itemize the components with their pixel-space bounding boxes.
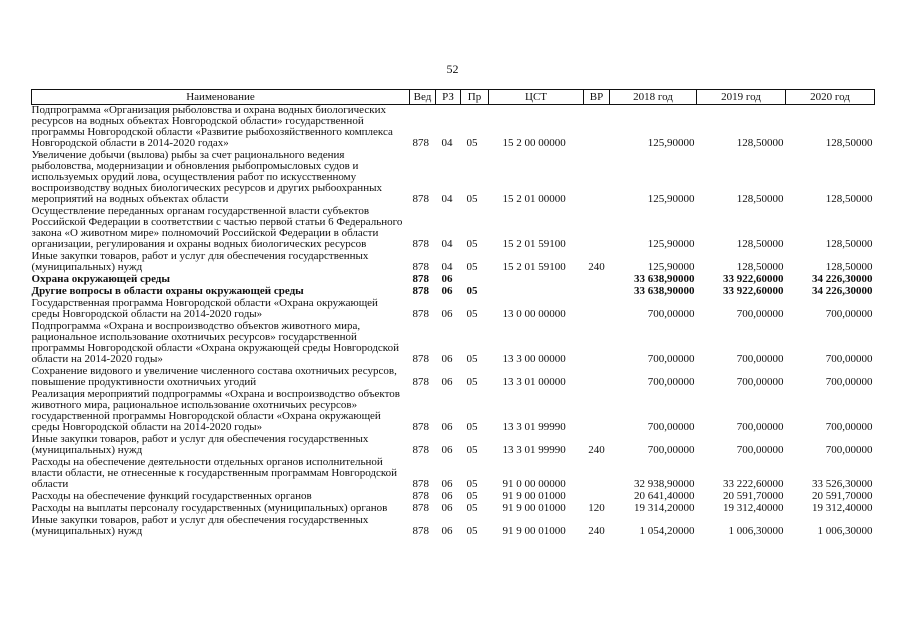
header-2018: 2018 год	[610, 90, 697, 105]
cell-ved: 878	[412, 376, 429, 388]
budget-table	[31, 89, 875, 538]
cell-name: Увеличение добычи (вылова) рыбы за счет рационального ведения рыболовства, модернизации и обновления рыбопромысловых судов и используемых орудий лова, осуществления работ по искусственному воспроизводству водных биологических ресурсов и других рыбоохранных мероприятий на водных объектах области	[31, 149, 382, 205]
cell-pr: 05	[466, 444, 478, 456]
cell-name: Иные закупки товаров, работ и услуг для обеспечения государственных (муниципальных) нужд	[31, 250, 369, 273]
cell-2019: 20 591,70000	[723, 490, 784, 502]
cell-cst: 13 3 01 00000	[502, 376, 566, 388]
cell-pr: 05	[466, 238, 478, 250]
cell-rz: 06	[441, 525, 453, 537]
table-row	[32, 150, 875, 206]
cell-ved: 878	[412, 478, 429, 490]
cell-2018: 700,00000	[647, 444, 695, 456]
table-row	[32, 434, 875, 457]
cell-2018: 32 938,90000	[634, 478, 695, 490]
cell-2019: 128,50000	[736, 193, 784, 205]
header-ved: Вед	[410, 90, 436, 105]
cell-ved: 878	[412, 444, 429, 456]
cell-name: Расходы на обеспечение деятельности отдельных органов исполнительной власти области, не отнесенные к государственным программам Новгородской области	[31, 456, 398, 490]
cell-2020: 700,00000	[825, 308, 873, 320]
cell-rz: 06	[441, 308, 453, 320]
cell-2019: 128,50000	[736, 238, 784, 250]
cell-pr: 05	[466, 421, 478, 433]
cell-cst: 15 2 00 00000	[502, 137, 566, 149]
cell-rz: 04	[441, 137, 453, 149]
cell-2018: 33 638,90000	[634, 285, 695, 297]
cell-rz: 04	[441, 193, 453, 205]
cell-2018: 700,00000	[647, 308, 695, 320]
cell-ved: 878	[412, 285, 429, 297]
cell-pr: 05	[466, 376, 478, 388]
header-rz: РЗ	[436, 90, 461, 105]
cell-2020: 128,50000	[825, 238, 873, 250]
cell-vr	[584, 321, 610, 366]
cell-2020: 34 226,30000	[812, 285, 873, 297]
cell-pr: 05	[466, 478, 478, 490]
header-pr: Пр	[461, 90, 489, 105]
cell-rz: 04	[441, 261, 453, 273]
header-2020: 2020 год	[786, 90, 875, 105]
cell-name: Другие вопросы в области охраны окружающей среды	[31, 285, 304, 297]
cell-cst: 15 2 01 59100	[502, 261, 566, 273]
cell-2019: 33 222,60000	[723, 478, 784, 490]
cell-rz: 06	[441, 285, 453, 297]
cell-2020: 128,50000	[825, 261, 873, 273]
cell-vr	[584, 457, 610, 491]
cell-ved: 878	[412, 490, 429, 502]
cell-2018: 1 054,20000	[639, 525, 695, 537]
cell-2018: 20 641,40000	[634, 490, 695, 502]
cell-pr: 05	[466, 285, 478, 297]
cell-vr: 240	[588, 525, 605, 537]
cell-2020: 700,00000	[825, 444, 873, 456]
cell-vr	[584, 150, 610, 206]
table-row	[32, 251, 875, 274]
cell-ved: 878	[412, 137, 429, 149]
cell-vr: 240	[588, 261, 605, 273]
cell-name: Охрана окружающей среды	[31, 273, 170, 285]
cell-vr: 120	[588, 502, 605, 514]
cell-2020: 700,00000	[825, 376, 873, 388]
cell-rz: 06	[441, 502, 453, 514]
cell-2018: 700,00000	[647, 421, 695, 433]
header-row	[32, 90, 875, 105]
cell-2018: 700,00000	[647, 376, 695, 388]
cell-2018: 19 314,20000	[634, 502, 695, 514]
cell-2020: 1 006,30000	[817, 525, 873, 537]
cell-pr: 05	[466, 137, 478, 149]
cell-2019: 128,50000	[736, 137, 784, 149]
cell-cst: 91 9 00 01000	[502, 525, 566, 537]
cell-rz: 06	[441, 478, 453, 490]
cell-name: Иные закупки товаров, работ и услуг для обеспечения государственных (муниципальных) нужд	[31, 433, 369, 456]
cell-ved: 878	[412, 308, 429, 320]
cell-vr	[584, 274, 610, 286]
cell-vr	[584, 286, 610, 298]
table-row	[32, 298, 875, 321]
header-2019: 2019 год	[697, 90, 786, 105]
cell-ved: 878	[412, 273, 429, 285]
cell-2019: 128,50000	[736, 261, 784, 273]
cell-2018: 125,90000	[647, 193, 695, 205]
header-name: Наименование	[32, 90, 410, 105]
cell-rz: 06	[441, 273, 453, 285]
cell-pr: 05	[466, 353, 478, 365]
cell-name: Сохранение видового и увеличение численного состава охотничьих ресурсов, повышение продуктивности охотничьих угодий	[31, 365, 397, 388]
table-row	[32, 321, 875, 366]
table-row	[32, 206, 875, 251]
cell-vr	[584, 366, 610, 389]
cell-name: Реализация мероприятий подпрограммы «Охрана и воспроизводство объектов животного мира, рациональное использование охотничьих ресурсов» государственной программы Новгородской области «Охрана окружающей среды Новгородской области на 2014-2020 годы»	[31, 388, 400, 433]
cell-cst: 91 0 00 00000	[502, 478, 566, 490]
cell-cst: 13 0 00 00000	[502, 308, 566, 320]
cell-pr: 05	[466, 525, 478, 537]
cell-2019: 1 006,30000	[728, 525, 784, 537]
cell-ved: 878	[412, 421, 429, 433]
cell-cst: 91 9 00 01000	[502, 490, 566, 502]
cell-2019: 700,00000	[736, 308, 784, 320]
page-number: 52	[446, 62, 459, 76]
header-cst: ЦСТ	[489, 90, 584, 105]
cell-ved: 878	[412, 525, 429, 537]
cell-vr	[584, 206, 610, 251]
cell-cst	[489, 286, 584, 298]
cell-2019: 700,00000	[736, 444, 784, 456]
cell-2020: 128,50000	[825, 193, 873, 205]
cell-2019: 700,00000	[736, 421, 784, 433]
cell-pr: 05	[466, 490, 478, 502]
cell-cst: 91 9 00 01000	[502, 502, 566, 514]
cell-2020: 700,00000	[825, 353, 873, 365]
cell-ved: 878	[412, 353, 429, 365]
cell-2020: 34 226,30000	[812, 273, 873, 285]
cell-ved: 878	[412, 238, 429, 250]
cell-2018: 33 638,90000	[634, 273, 695, 285]
cell-2020: 20 591,70000	[812, 490, 873, 502]
cell-2019: 700,00000	[736, 376, 784, 388]
cell-ved: 878	[412, 261, 429, 273]
table-row	[32, 515, 875, 538]
cell-cst: 13 3 01 99990	[502, 444, 566, 456]
cell-name: Осуществление переданных органам государственной власти субъектов Российской Федерации в соответствии с частью первой статьи 6 Федерального закона «О животном мире» полномочий Российской Федерации в области организации, регулирования и охраны водных биологических ресурсов	[31, 205, 403, 250]
cell-name: Подпрограмма «Охрана и воспроизводство объектов животного мира, рациональное использование охотничьих ресурсов» государственной программы Новгородской области «Охрана окружающей среды Новгородской области на 2014-2020 годы»	[31, 320, 399, 365]
cell-2018: 700,00000	[647, 353, 695, 365]
table-row	[32, 389, 875, 434]
cell-name: Подпрограмма «Организация рыболовства и охрана водных биологических ресурсов на водных объектах Новгородской области» государственной программы Новгородской области «Развитие рыбохозяйственного комплекса Новгородской области в 2014-2020 годах»	[31, 104, 393, 149]
cell-cst: 13 3 00 00000	[502, 353, 566, 365]
cell-vr	[584, 105, 610, 151]
cell-2018: 125,90000	[647, 137, 695, 149]
cell-2019: 700,00000	[736, 353, 784, 365]
cell-rz: 06	[441, 421, 453, 433]
cell-2019: 33 922,60000	[723, 273, 784, 285]
cell-2019: 33 922,60000	[723, 285, 784, 297]
cell-2018: 125,90000	[647, 238, 695, 250]
table-row	[32, 457, 875, 491]
table-body	[32, 105, 875, 539]
cell-name: Расходы на выплаты персоналу государственных (муниципальных) органов	[31, 502, 388, 514]
cell-2019: 19 312,40000	[723, 502, 784, 514]
cell-pr: 05	[466, 502, 478, 514]
cell-ved: 878	[412, 502, 429, 514]
cell-rz: 06	[441, 376, 453, 388]
cell-pr: 05	[466, 193, 478, 205]
cell-vr	[584, 298, 610, 321]
cell-cst	[489, 274, 584, 286]
cell-cst: 15 2 01 59100	[502, 238, 566, 250]
table-row	[32, 366, 875, 389]
cell-name: Государственная программа Новгородской области «Охрана окружающей среды Новгородской области на 2014-2020 годы»	[31, 297, 378, 320]
cell-cst: 13 3 01 99990	[502, 421, 566, 433]
cell-2018: 125,90000	[647, 261, 695, 273]
cell-2020: 19 312,40000	[812, 502, 873, 514]
cell-name: Иные закупки товаров, работ и услуг для обеспечения государственных (муниципальных) нужд	[31, 514, 369, 537]
cell-rz: 06	[441, 490, 453, 502]
cell-name: Расходы на обеспечение функций государственных органов	[31, 490, 312, 502]
cell-2020: 700,00000	[825, 421, 873, 433]
table-row	[32, 105, 875, 151]
cell-rz: 04	[441, 238, 453, 250]
cell-2020: 33 526,30000	[812, 478, 873, 490]
cell-pr: 05	[466, 308, 478, 320]
cell-rz: 06	[441, 444, 453, 456]
cell-vr	[584, 389, 610, 434]
header-vr: ВР	[584, 90, 610, 105]
cell-ved: 878	[412, 193, 429, 205]
cell-2020: 128,50000	[825, 137, 873, 149]
cell-pr: 05	[466, 261, 478, 273]
cell-vr: 240	[588, 444, 605, 456]
cell-rz: 06	[441, 353, 453, 365]
cell-cst: 15 2 01 00000	[502, 193, 566, 205]
